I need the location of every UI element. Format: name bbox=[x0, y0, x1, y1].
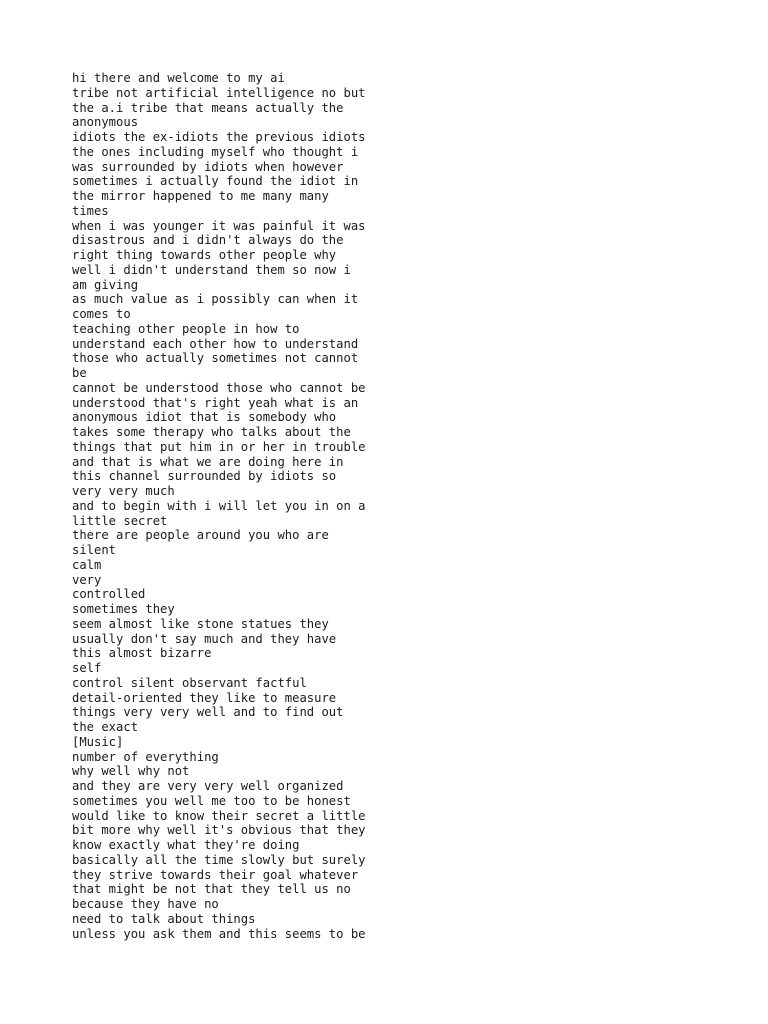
transcript-line: bit more why well it's obvious that they bbox=[72, 823, 366, 838]
transcript-line: idiots the ex-idiots the previous idiots bbox=[72, 130, 366, 144]
transcript-line: the a.i tribe that means actually the bbox=[72, 100, 344, 115]
transcript-line: when i was younger it was painful it was bbox=[72, 218, 366, 233]
transcript-line: detail-oriented they like to measure bbox=[72, 690, 337, 705]
transcript-line: self bbox=[72, 661, 102, 675]
transcript-line: [Music] bbox=[72, 734, 124, 749]
transcript-line: anonymous idiot that is somebody who bbox=[72, 410, 337, 425]
transcript-line: and to begin with i will let you in on a bbox=[72, 498, 366, 513]
transcript-line: those who actually sometimes not cannot bbox=[72, 351, 359, 366]
transcript-line: because they have no bbox=[72, 897, 219, 911]
transcript-line: was surrounded by idiots when however bbox=[72, 159, 344, 174]
transcript-line: times bbox=[72, 203, 109, 218]
transcript-line: cannot be understood those who cannot be bbox=[72, 380, 366, 395]
transcript-line: silent bbox=[72, 543, 117, 557]
transcript-line: understood that's right yeah what is an bbox=[72, 395, 359, 410]
transcript-line: little secret bbox=[72, 513, 168, 528]
transcript-line: controlled bbox=[72, 587, 146, 602]
transcript-line: sometimes i actually found the idiot in bbox=[72, 174, 359, 189]
transcript-line: sometimes you well me too to be honest bbox=[72, 793, 351, 808]
transcript-line: they strive towards their goal whatever bbox=[72, 867, 359, 882]
transcript-line: usually don't say much and they have bbox=[72, 631, 337, 646]
transcript-line: anonymous bbox=[72, 115, 139, 130]
transcript-line: am giving bbox=[72, 277, 139, 292]
transcript-line: that might be not that they tell us no bbox=[72, 882, 351, 897]
transcript-line: very very much bbox=[72, 484, 175, 498]
transcript-line: calm bbox=[72, 557, 102, 572]
transcript-line: basically all the time slowly but surely bbox=[72, 852, 366, 867]
transcript-line: need to talk about things bbox=[72, 911, 256, 926]
transcript-line: this channel surrounded by idiots so bbox=[72, 469, 337, 484]
transcript-line: disastrous and i didn't always do the bbox=[72, 233, 344, 248]
transcript-line: why well why not bbox=[72, 764, 190, 779]
transcript-line: the exact bbox=[72, 720, 139, 734]
transcript-line: be bbox=[72, 366, 87, 380]
transcript-line: understand each other how to understand bbox=[72, 336, 359, 351]
transcript-line: the mirror happened to me many many bbox=[72, 189, 329, 203]
transcript-line: teaching other people in how to bbox=[72, 321, 300, 336]
transcript-line: hi there and welcome to my ai bbox=[72, 71, 285, 85]
transcript-line: unless you ask them and this seems to be bbox=[72, 926, 366, 941]
transcript-line: well i didn't understand them so now i bbox=[72, 262, 351, 277]
transcript-line: and they are very very well organized bbox=[72, 779, 344, 793]
transcript-line: number of everything bbox=[72, 749, 219, 764]
transcript-line: this almost bizarre bbox=[72, 646, 212, 661]
transcript-line: comes to bbox=[72, 307, 131, 321]
transcript-line: right thing towards other people why bbox=[72, 248, 337, 262]
transcript-line: sometimes they bbox=[72, 602, 175, 616]
transcript-line: the ones including myself who thought i bbox=[72, 144, 359, 159]
transcript-line: takes some therapy who talks about the bbox=[72, 425, 351, 439]
transcript-line: very bbox=[72, 572, 102, 587]
transcript-line: tribe not artificial intelligence no but bbox=[72, 85, 366, 100]
transcript-line: know exactly what they're doing bbox=[72, 838, 300, 852]
transcript-page bbox=[72, 71, 732, 941]
transcript-line: things that put him in or her in trouble bbox=[72, 439, 366, 454]
transcript-line: seem almost like stone statues they bbox=[72, 616, 329, 631]
transcript-line: and that is what we are doing here in bbox=[72, 454, 344, 469]
transcript-line: as much value as i possibly can when it bbox=[72, 292, 359, 307]
transcript-line: things very very well and to find out bbox=[72, 705, 344, 720]
transcript-line: would like to know their secret a little bbox=[72, 808, 366, 823]
transcript-line: control silent observant factful bbox=[72, 675, 307, 690]
transcript-line: there are people around you who are bbox=[72, 528, 329, 543]
